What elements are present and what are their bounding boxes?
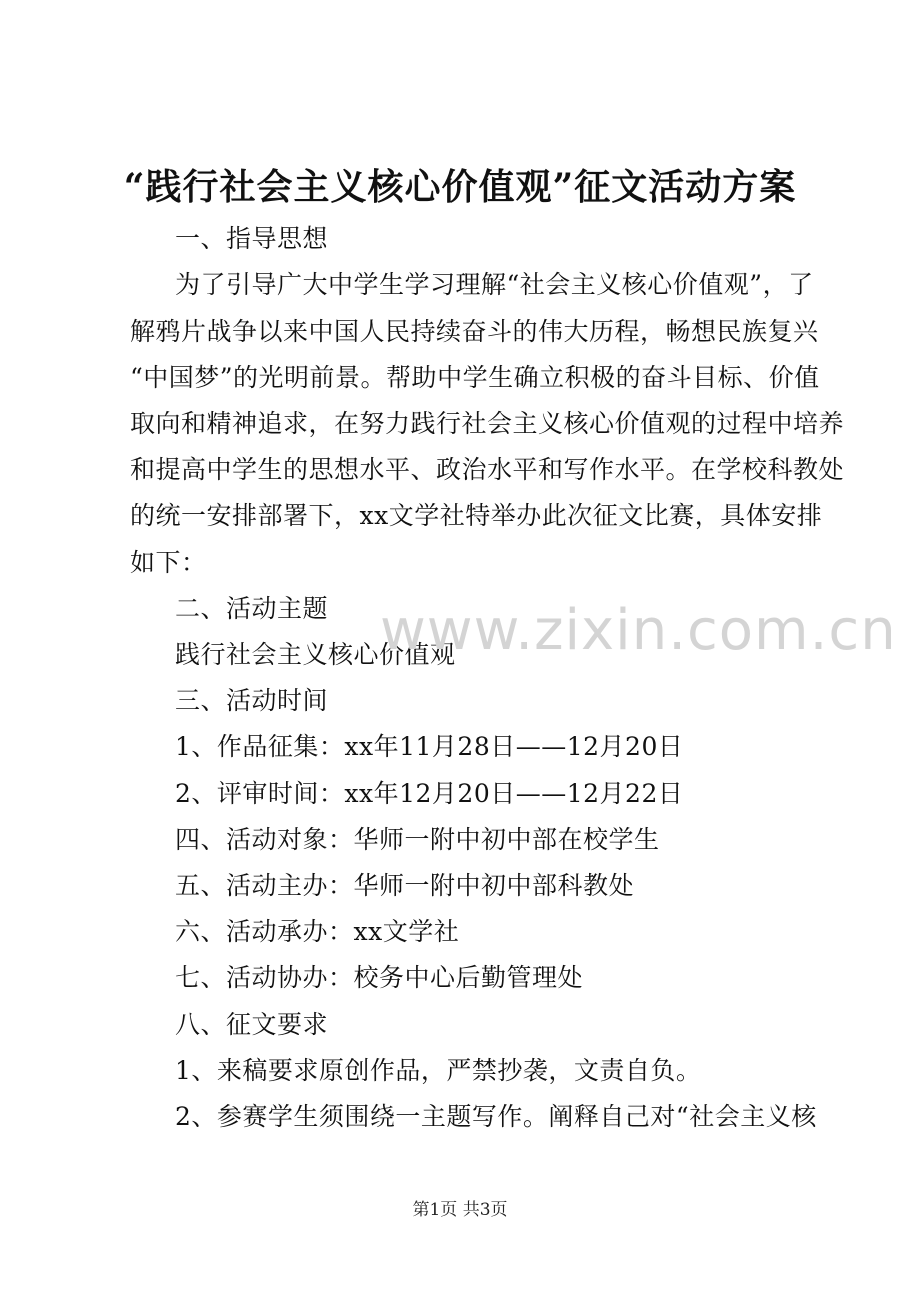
- paragraph-line: 解鸦片战争以来中国人民持续奋斗的伟大历程，畅想民族复兴: [130, 317, 819, 346]
- theme-text: 践行社会主义核心价值观: [175, 640, 456, 669]
- page-footer: 第1页 共3页: [412, 1200, 508, 1220]
- section-heading-guiding-idea: 一、指导思想: [175, 224, 329, 253]
- paragraph-line: “中国梦”的光明前景。帮助中学生确立积极的奋斗目标、价值: [130, 363, 820, 392]
- section-heading-theme: 二、活动主题: [175, 594, 329, 623]
- watermark: www.zixin.com.cn: [380, 598, 897, 663]
- section-heading-requirements: 八、征文要求: [175, 1010, 329, 1039]
- time-item: 2、评审时间：xx年12月20日——12月22日: [175, 779, 684, 808]
- time-item: 1、作品征集：xx年11月28日——12月20日: [175, 732, 684, 761]
- paragraph-line: 和提高中学生的思想水平、政治水平和写作水平。在学校科教处: [130, 455, 845, 484]
- requirement-item: 1、来稿要求原创作品，严禁抄袭，文责自负。: [175, 1056, 702, 1085]
- section-heading-time: 三、活动时间: [175, 686, 329, 715]
- paragraph-line: 如下：: [130, 548, 207, 577]
- requirement-item: 2、参赛学生须围绕一主题写作。阐释自己对“社会主义核: [175, 1102, 817, 1131]
- paragraph-line: 为了引导广大中学生学习理解“社会主义核心价值观”，了: [175, 270, 814, 299]
- section-co-organizer: 七、活动协办：校务中心后勤管理处: [175, 963, 584, 992]
- paragraph-line: 取向和精神追求，在努力践行社会主义核心价值观的过程中培养: [130, 409, 845, 438]
- section-target: 四、活动对象：华师一附中初中部在校学生: [175, 825, 660, 854]
- section-organizer: 五、活动主办：华师一附中初中部科教处: [175, 871, 635, 900]
- document-title: “践行社会主义核心价值观”征文活动方案: [123, 166, 797, 208]
- paragraph-line: 的统一安排部署下，xx文学社特举办此次征文比赛，具体安排: [130, 501, 823, 530]
- section-undertaker: 六、活动承办：xx文学社: [175, 917, 460, 946]
